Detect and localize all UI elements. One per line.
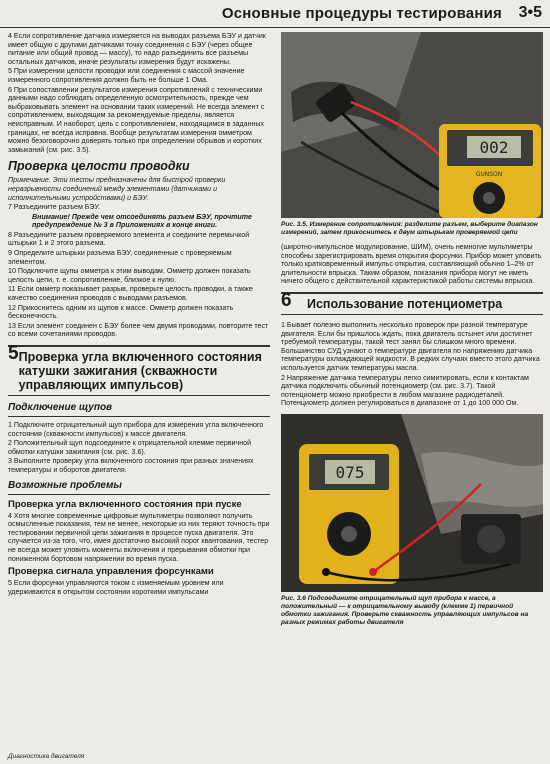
paragraph: 4 Если сопротивление датчика измеряется на выводах разъема БЭУ и датчик имеет общую с другими датчиками точку соединения с БЭУ (через общее питание или общий провод — массу), то надо разъединить все разъемы остальных датчиков, иначе результаты измерения будут искажены.	[8, 32, 266, 66]
section-number: 6	[281, 289, 292, 311]
probes-heading: Подключение щупов	[8, 402, 113, 413]
paragraph: 6 При сопоставлении результатов измерения сопротивлений с техническими данными надо соблюдать определенную осмотрительность, прежде чем выбраковывать элемент на основании таких измерений. Не всегда элемент с сопротивлением, выходящим за рекомендуемые пределы, является неисправным. И наоборот, цель с сопротивлением, находящимся в заданных границах, не всегда исправна. Вообще результатам измерения омметром можно безоговорочно доверять только при определении обрывов и коротких замыканий (см. рис. 3.5).	[8, 85, 265, 154]
paragraph: 2 Напряжение датчика температуры легко симитировать, если к контактам датчика подключить обычный потенциометр (см. рис. 3.7). Такой потенциометр можно приобрести в любом магазине радиодеталей. Потенциометр должен регулироваться в диапазоне от 1 до 100 000 Ом.	[281, 373, 529, 408]
paragraph: 11 Если омметр показывает разрыв, проверьте целость проводки, а также качество соединения проводов с выводами разъемов.	[8, 285, 253, 303]
paragraph: (широтно-импульсное модулирование, ШИМ), очень немногие мультиметры способны зарегистрировать время открытия форсунки. Прибор может уловить только кратковременный импульс открытия, составляющий обычно 1–2% от длительности впрыска. Таким образом, показания прибора могут не иметь ничего общего с действительной характеристикой работы системы впрыска.	[281, 243, 542, 286]
section-title: Проверка угла включенного состояния катушки зажигания (скважности управляющих импульсов)	[18, 350, 262, 392]
page-number: 3•5	[518, 4, 542, 21]
paragraph: 5 При измерении целости проводки или соединения с массой значение измеренного сопротивления должно быть не больше 1 Ома.	[8, 67, 245, 84]
page-header	[0, 0, 550, 28]
multimeter-resistance-photo	[281, 32, 543, 218]
paragraph: 9 Определите штырьки разъема БЭУ, соединенные с проверяемым элементом.	[8, 249, 232, 266]
wiring-note: Примечание. Эти тесты предназначены для быстрой проверки неразрывности соединений между элементами (датчиками и исполнительными устройствами) и БЭУ.	[8, 176, 226, 202]
section-6-header	[281, 289, 543, 315]
chapter-title: Основные процедуры тестирования	[221, 5, 502, 22]
subheading: Проверка сигнала управления форсунками	[8, 566, 214, 578]
paragraph: 5 Если форсунки управляются током с изменяемым уровнем или удерживаются в открытом состоянии короткими импульсами	[8, 579, 224, 596]
paragraph: 8 Разъедините разъем проверяемого элемента и соедините перемычкой штырьки 1 и 2 этого разъема.	[8, 230, 250, 248]
page-footer: Диагностика двигателя	[8, 753, 85, 760]
paragraph: 12 Прикоснитесь одним из щупов к массе. Омметр должен показать бесконечность.	[8, 303, 234, 321]
paragraph: 13 Если элемент соединен с БЭУ более чем двумя проводами, повторите тест со всеми сочетаниями проводов.	[8, 321, 269, 339]
divider	[8, 494, 270, 495]
figure-3-6-photo	[281, 414, 543, 592]
left-column	[8, 32, 270, 597]
right-column	[281, 32, 543, 633]
section-number: 5	[8, 343, 19, 364]
figure-3-5-caption: Рис. 3.5. Измерение сопротивления: разделите разъем, выберите диапазон измерений, затем прикоснитесь к двум штырькам проверяемой цепи	[281, 221, 538, 236]
wiring-heading: Проверка целости проводки	[8, 159, 190, 174]
paragraph: 2 Положительный щуп подсоедините к отрицательной клемме первичной обмотки катушки зажигания (см. рис. 3.6).	[8, 439, 252, 456]
divider	[8, 416, 270, 417]
problems-heading: Возможные проблемы	[8, 479, 122, 491]
meter-brand: GUNSON	[475, 171, 503, 178]
meter-display: 075	[335, 462, 365, 482]
meter-display: 002	[479, 138, 509, 157]
subheading: Проверка угла включенного состояния при пуске	[8, 498, 242, 510]
figure-3-6-caption: Рис. 3.6 Подсоедините отрицательный щуп прибора к массе, а положительный — к отрицательному выводу (клемме 1) первичной обмотки зажигания. Проверьте скважность управляющих импульсов на разных режимах работы двигателя	[281, 594, 529, 626]
paragraph: 4 Хотя многие современные цифровые мультиметры позволяют получить осмысленные показания, тем не менее, некоторые из них теряют точность при тестировании первичной цепи зажигания в процессе пуска двигателя. Это случается из-за того, что, имея достаточно высокий порог квантования, тестер не всегда может уловить моменты включения и прерывания обмотки при пониженном бортовом напряжении во время пуска.	[8, 511, 270, 563]
figure-3-5-photo	[281, 32, 543, 218]
section-title: Использование потенциометра	[307, 296, 503, 311]
paragraph: 7 Разъедините разъем БЭУ.	[8, 203, 101, 212]
paragraph: 1 Бывает полезно выполнить несколько проверок при разной температуре двигателя. Если бы пришлось ждать, пока двигатель остынет или достигнет требуемой температуры, такой тест занял бы слишком много времени. Большинство СУД узнают о температуре двигателя по напряжению датчика температуры охлаждающей жидкости. В редких случаях вместо этого датчика используется датчик температуры масла.	[281, 320, 540, 372]
section-5-header	[8, 345, 270, 396]
paragraph: 10 Подключите щупы омметра к этим выводам. Омметр должен показать целость цепи, т. е. сопротивление, близкое к нулю.	[8, 267, 251, 284]
paragraph: 3 Выполните проверку угла включенного состояния при разных значениях температуры и оборотов двигателя.	[8, 457, 254, 474]
warning-note: Внимание! Прежде чем отсоединять разъем БЭУ, прочтите предупреждение № 3 в Приложениях в конце книги.	[32, 212, 252, 230]
multimeter-ignition-photo	[281, 414, 543, 592]
paragraph: 1 Подключите отрицательный щуп прибора для измерения угла включенного состояния (скважности импульсов) к массе двигателя.	[8, 421, 264, 438]
